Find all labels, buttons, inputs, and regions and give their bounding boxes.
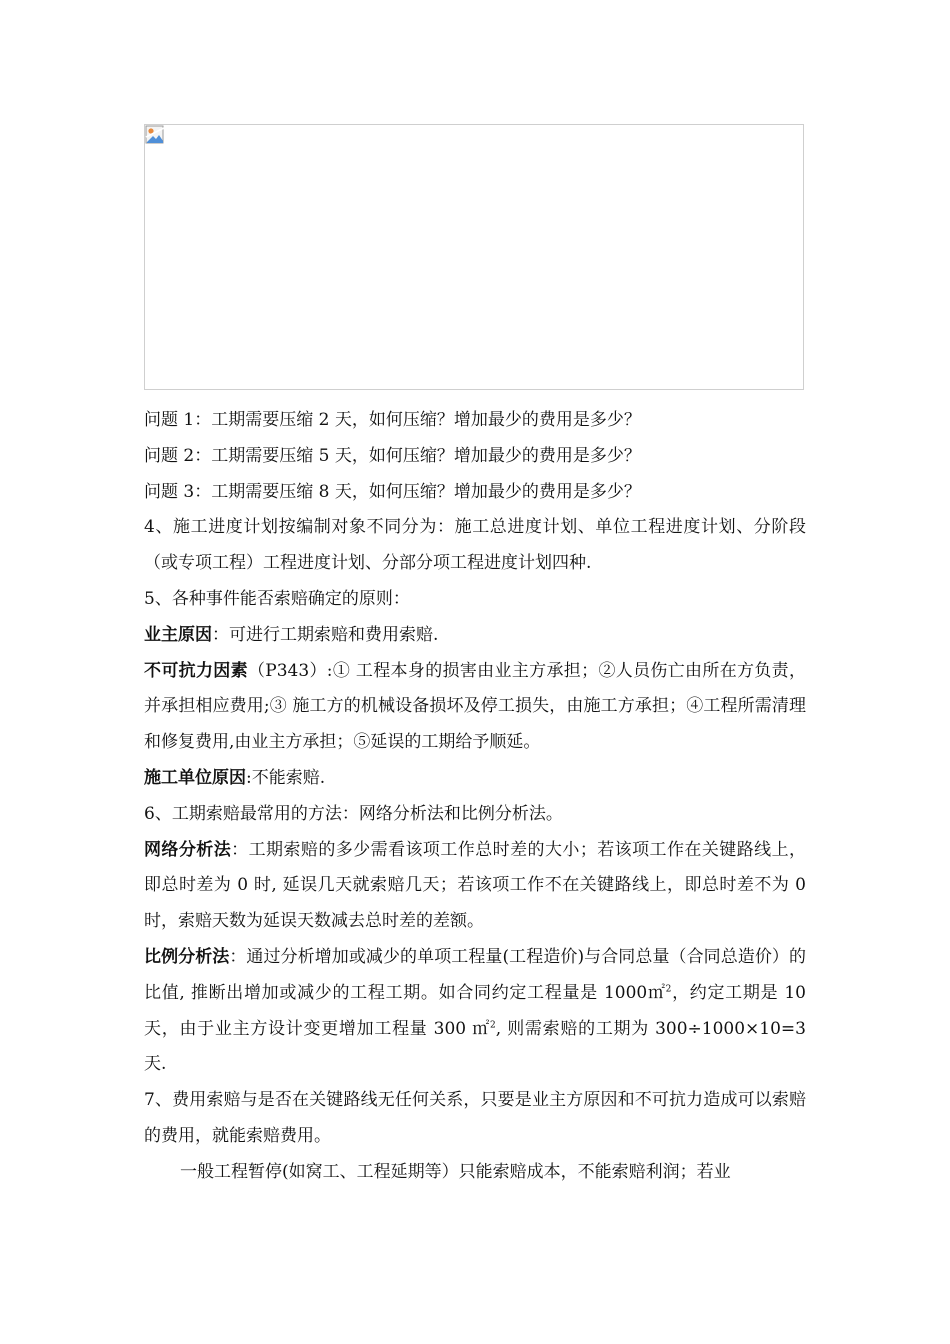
owner-cause-paragraph — [144, 618, 806, 654]
network-analysis-label: 网络分析法 — [144, 839, 232, 860]
force-majeure-text: （P343）:① 工程本身的损害由业主方承担；②人员伤亡由所在方负责，并承担相应费用;③ 施工方的机械设备损坏及停工损失，由施工方承担；④工程所需清理和修复费用,由业主方承担；⑤延误的工期给予顺延。 — [144, 660, 806, 753]
force-majeure-label: 不可抗力因素 — [144, 660, 248, 681]
force-majeure-paragraph — [144, 654, 806, 761]
network-analysis-text: ：工期索赔的多少需看该项工作总时差的大小；若该项工作在关键路线上，即总时差为 0 时, 延误几天就索赔几天；若该项工作不在关键路线上，即总时差不为 0 时，索赔天数为延误天数减去总时差的差额。 — [144, 839, 807, 932]
ratio-analysis-paragraph — [144, 940, 806, 1083]
superscript-1: 2 — [665, 984, 672, 995]
item-7-paragraph: 7、费用索赔与是否在关键路线无任何关系，只要是业主方原因和不可抗力造成可以索赔的费用，就能索赔费用。 — [144, 1090, 806, 1146]
question-2: 问题 2：工期需要压缩 5 天，如何压缩？增加最少的费用是多少？ — [144, 445, 641, 466]
ratio-analysis-text-2: ，约定工期是 10 天，由于业主方设计变更增加工程量 300 ㎡ — [144, 982, 806, 1039]
ratio-analysis-text-3: , 则需索赔的工期为 300÷1000×10=3 天. — [144, 1018, 806, 1075]
question-1: 问题 1：工期需要压缩 2 天，如何压缩？增加最少的费用是多少？ — [144, 410, 641, 430]
contractor-cause-label: 施工单位原因 — [144, 767, 246, 788]
closing-paragraph: 一般工程暂停(如窝工、工程延期等）只能索赔成本，不能索赔利润；若业 — [180, 1161, 731, 1182]
owner-cause-text: ：可进行工期索赔和费用索赔. — [212, 624, 439, 645]
document-body — [144, 403, 806, 1191]
owner-cause-label: 业主原因 — [144, 624, 212, 645]
item-6-paragraph: 6、工期索赔最常用的方法：网络分析法和比例分析法。 — [144, 803, 563, 824]
broken-image-icon — [145, 125, 165, 145]
figure-placeholder — [144, 124, 804, 390]
superscript-2: 2 — [489, 1019, 496, 1030]
network-analysis-paragraph — [144, 833, 806, 940]
contractor-cause-paragraph — [144, 761, 806, 797]
contractor-cause-text: :不能索赔. — [246, 767, 326, 788]
question-3: 问题 3：工期需要压缩 8 天，如何压缩？增加最少的费用是多少？ — [144, 481, 641, 502]
item-4-paragraph: 4、施工进度计划按编制对象不同分为：施工总进度计划、单位工程进度计划、分阶段（或专项工程）工程进度计划、分部分项工程进度计划四种. — [144, 517, 806, 574]
item-5-heading: 5、各种事件能否索赔确定的原则： — [144, 588, 410, 609]
ratio-analysis-label: 比例分析法 — [144, 946, 230, 967]
ratio-analysis-text-1: ：通过分析增加或减少的单项工程量(工程造价)与合同总量（合同总造价）的比值, 推断出增加或减少的工程工期。如合同约定工程量是 1000㎡ — [144, 946, 807, 1003]
